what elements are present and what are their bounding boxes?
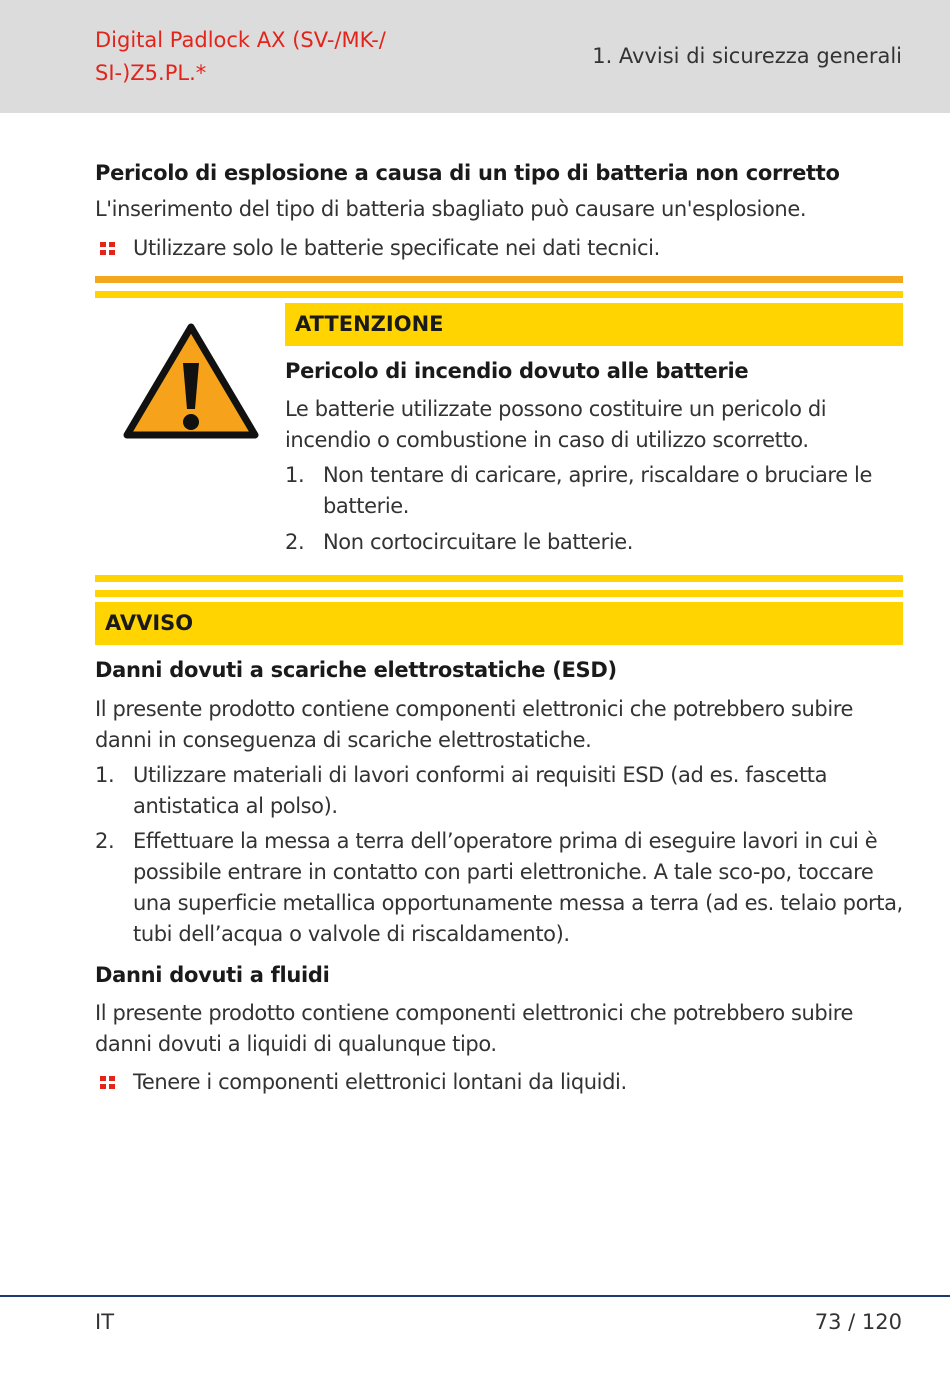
section-label: 1. Avvisi di sicurezza generali: [592, 44, 902, 68]
divider-orange: [95, 276, 903, 283]
divider-yellow: [95, 291, 903, 298]
explosion-heading: Pericolo di esplosione a causa di un tipo di batteria non corretto: [95, 161, 840, 185]
caution-body: [285, 303, 903, 558]
esd-heading: Danni dovuti a scariche elettrostatiche (ESD): [95, 658, 617, 682]
explosion-text: L'inserimento del tipo di batteria sbagliato può causare un'esplosione.: [95, 197, 807, 221]
fluid-bullet: [95, 1067, 903, 1098]
step-number: 2.: [95, 829, 115, 853]
divider-yellow: [95, 575, 903, 582]
step-number: 1.: [285, 463, 305, 487]
step-number: 2.: [285, 530, 305, 554]
page-content: [95, 158, 903, 1098]
esd-step: [95, 826, 903, 950]
caution-heading: Pericolo di incendio dovuto alle batterie: [285, 359, 749, 383]
caution-step: [285, 527, 903, 558]
action-bullet-icon: [100, 1076, 116, 1090]
step-number: 1.: [95, 763, 115, 787]
fluid-heading: Danni dovuti a fluidi: [95, 963, 330, 987]
fluid-text: Il presente prodotto contiene componenti elettronici che potrebbero subire danni dovuti a liquidi di qualunque tipo.: [95, 1001, 854, 1056]
caution-step: [285, 460, 903, 522]
fluid-bullet-text: Tenere i componenti elettronici lontani da liquidi.: [133, 1070, 627, 1094]
page-header: [0, 0, 950, 113]
explosion-bullet: [95, 233, 903, 264]
step-text: Effettuare la messa a terra dell’operatore prima di eseguire lavori in cui è possibile entrare in contatto con parti elettroniche. A tale sco-po, toccare una superficie metallica opportunamente messa a terra (ad es. telaio porta, tubi dell’acqua o valvole di riscaldamento).: [133, 829, 903, 946]
caution-text: Le batterie utilizzate possono costituire un pericolo di incendio o combustione in caso di utilizzo scorretto.: [285, 397, 827, 452]
footer-divider: [0, 1295, 950, 1297]
esd-step: [95, 760, 903, 822]
action-bullet-icon: [100, 242, 116, 256]
warning-triangle-icon: [123, 321, 259, 441]
divider-yellow: [95, 590, 903, 597]
caution-banner: ATTENZIONE: [285, 303, 903, 346]
esd-text: Il presente prodotto contiene componenti elettronici che potrebbero subire danni in conseguenza di scariche elettrostatiche.: [95, 697, 854, 752]
step-text: Non tentare di caricare, aprire, riscaldare o bruciare le batterie.: [323, 463, 872, 518]
step-text: Utilizzare materiali di lavori conformi ai requisiti ESD (ad es. fascetta antistatica al polso).: [133, 763, 828, 818]
step-text: Non cortocircuitare le batterie.: [323, 530, 634, 554]
footer-language: IT: [95, 1310, 115, 1334]
notice-banner: AVVISO: [95, 602, 903, 645]
product-title: Digital Padlock AX (SV-/MK-/ SI-)Z5.PL.*: [95, 28, 386, 85]
explosion-bullet-text: Utilizzare solo le batterie specificate nei dati tecnici.: [133, 236, 660, 260]
page-number: 73 / 120: [814, 1310, 902, 1334]
caution-block: [95, 303, 903, 567]
